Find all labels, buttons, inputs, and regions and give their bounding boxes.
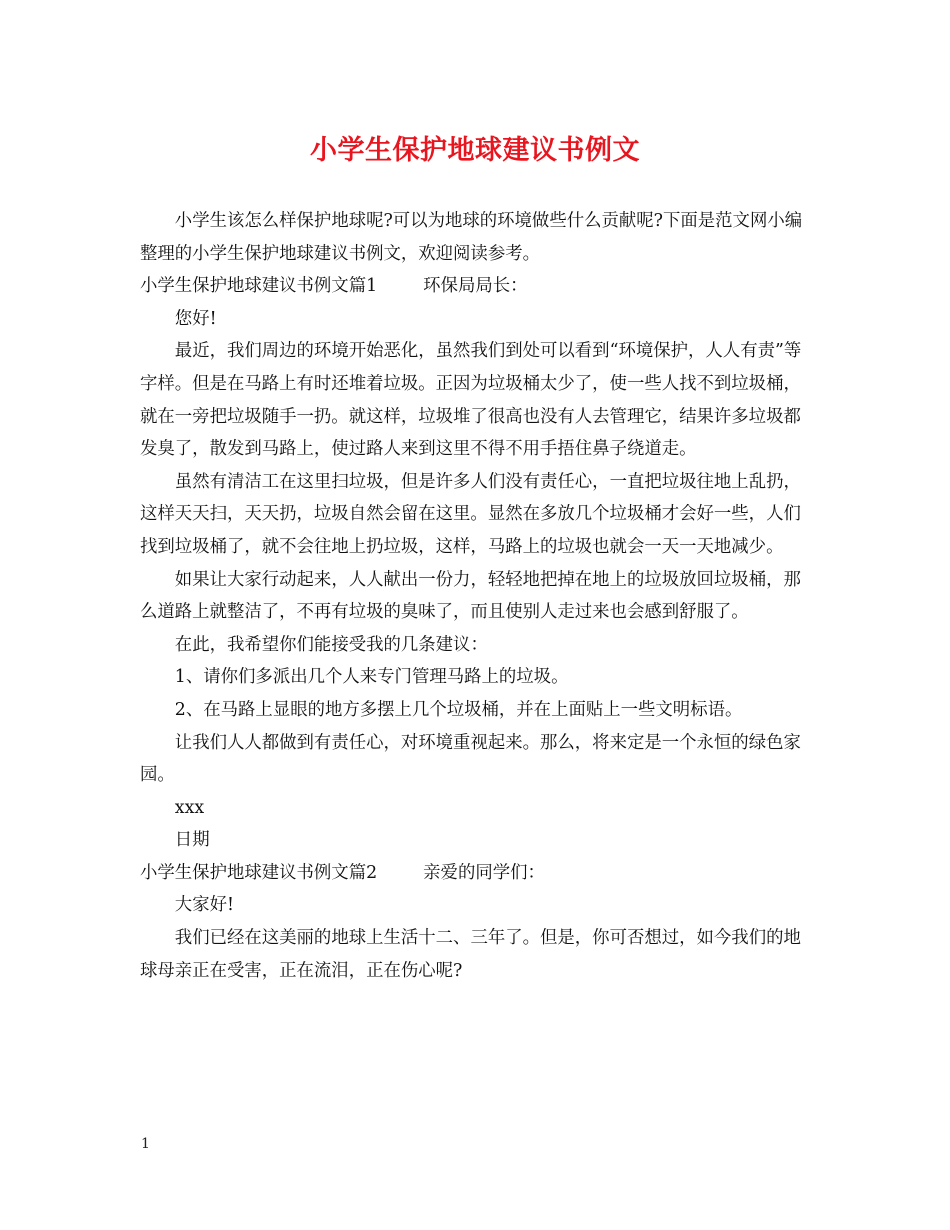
section1-paragraph: 最近，我们周边的环境开始恶化，虽然我们到处可以看到“环境保护，人人有责”等字样。但是在马路上有时还堆着垃圾。正因为垃圾桶太少了，使一些人找不到垃圾桶，就在一旁把垃圾随手一扔。就这样，垃圾堆了很高也没有人去管理它，结果许多垃圾都发臭了，散发到马路上，使过路人来到这里不得不用手捂住鼻子绕道走。 xyxy=(140,341,802,460)
section1-paragraph: 让我们人人都做到有责任心，对环境重视起来。那么，将来定是一个永恒的绿色家园。 xyxy=(140,732,801,786)
section1-salutation: 环保局局长： xyxy=(423,276,528,297)
section1-paragraph: 如果让大家行动起来，人人献出一份力，轻轻地把掉在地上的垃圾放回垃圾桶，那么道路上就整洁了，不再有垃圾的臭味了，而且使别人走过来也会感到舒服了。 xyxy=(140,569,801,623)
page-number: 1 xyxy=(141,1136,150,1152)
section1-suggestion-item: 2、在马路上显眼的地方多摆上几个垃圾桶，并在上面贴上一些文明标语。 xyxy=(174,699,743,720)
section2-heading-line xyxy=(140,857,816,890)
document-title: 小学生保护地球建议书例文 xyxy=(310,135,640,166)
intro-paragraph: 小学生该怎么样保护地球呢?可以为地球的环境做些什么贡献呢?下面是范文网小编整理的小学生保护地球建议书例文，欢迎阅读参考。 xyxy=(140,211,803,264)
section2-greeting: 大家好! xyxy=(174,895,234,916)
section1-heading-line xyxy=(140,270,816,303)
section1-paragraph: 在此，我希望你们能接受我的几条建议： xyxy=(174,634,488,655)
section1-date: 日期 xyxy=(174,830,210,851)
section2-heading: 小学生保护地球建议书例文篇2 xyxy=(140,862,378,883)
section1-heading: 小学生保护地球建议书例文篇1 xyxy=(140,276,378,297)
section1-greeting: 您好! xyxy=(174,308,217,329)
section2-salutation: 亲爱的同学们： xyxy=(423,862,545,883)
section1-signature: xxx xyxy=(174,797,205,818)
document-body xyxy=(140,205,816,987)
section2-paragraph: 我们已经在这美丽的地球上生活十二、三年了。但是，你可否想过，如今我们的地球母亲正在受害，正在流泪，正在伤心呢? xyxy=(140,928,801,981)
section1-suggestion-item: 1、请你们多派出几个人来专门管理马路上的垃圾。 xyxy=(174,667,569,688)
section1-paragraph: 虽然有清洁工在这里扫垃圾，但是许多人们没有责任心，一直把垃圾往地上乱扔，这样天天扫，天天扔，垃圾自然会留在这里。显然在多放几个垃圾桶才会好一些，人们找到垃圾桶了，就不会往地上扔垃圾，这样，马路上的垃圾也就会一天一天地减少。 xyxy=(140,471,801,557)
